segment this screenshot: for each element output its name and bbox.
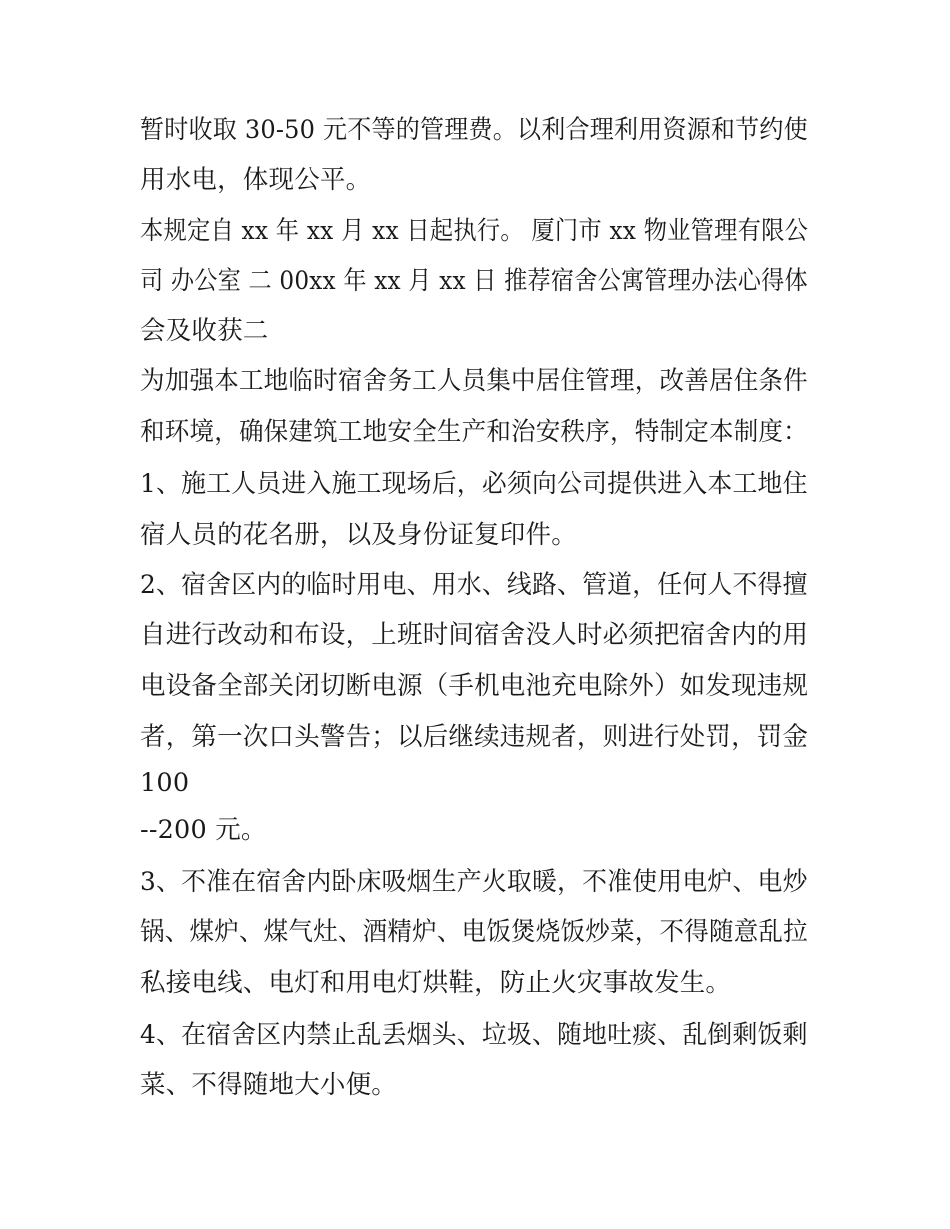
text-line: 100 bbox=[140, 768, 190, 798]
text-line: 本规定自 xx 年 xx 月 xx 日起执行。 厦门市 xx 物业管理有限公 bbox=[140, 216, 809, 246]
text-line: 电设备全部关闭切断电源（手机电池充电除外）如发现违规 bbox=[140, 671, 809, 701]
text-line: 4、在宿舍区内禁止乱丢烟头、垃圾、随地吐痰、乱倒剩饭剩 bbox=[140, 1020, 808, 1050]
text-line: --200 元。 bbox=[140, 815, 267, 845]
text-line: 宿人员的花名册，以及身份证复印件。 bbox=[140, 520, 577, 550]
text-line: 司 办公室 二 00xx 年 xx 月 xx 日 推荐宿舍公寓管理办法心得体 bbox=[140, 266, 808, 296]
text-line: 3、不准在宿舍内卧床吸烟生产火取暖，不准使用电炉、电炒 bbox=[140, 867, 808, 897]
text-line: 为加强本工地临时宿舍务工人员集中居住管理，改善居住条件 bbox=[140, 366, 808, 396]
text-line: 菜、不得随地大小便。 bbox=[140, 1070, 398, 1100]
text-line: 用水电，体现公平。 bbox=[140, 165, 372, 195]
text-line: 和环境，确保建筑工地安全生产和治安秩序，特制定本制度： bbox=[140, 417, 808, 447]
text-line: 私接电线、电灯和用电灯烘鞋，防止火灾事故发生。 bbox=[140, 968, 732, 998]
text-line: 锅、煤炉、煤气灶、酒精炉、电饭煲烧饭炒菜，不得随意乱拉 bbox=[140, 917, 808, 947]
text-line: 自进行改动和布设，上班时间宿舍没人时必须把宿舍内的用 bbox=[140, 620, 809, 650]
text-line: 2、宿舍区内的临时用电、用水、线路、管道，任何人不得擅 bbox=[140, 570, 808, 600]
text-line: 会及收获二 bbox=[140, 316, 269, 346]
text-line: 1、施工人员进入施工现场后，必须向公司提供进入本工地住 bbox=[140, 469, 808, 499]
text-line: 暂时收取 30-50 元不等的管理费。以利合理利用资源和节约使 bbox=[140, 115, 808, 145]
text-line: 者，第一次口头警告；以后继续违规者，则进行处罚，罚金 bbox=[140, 722, 809, 752]
